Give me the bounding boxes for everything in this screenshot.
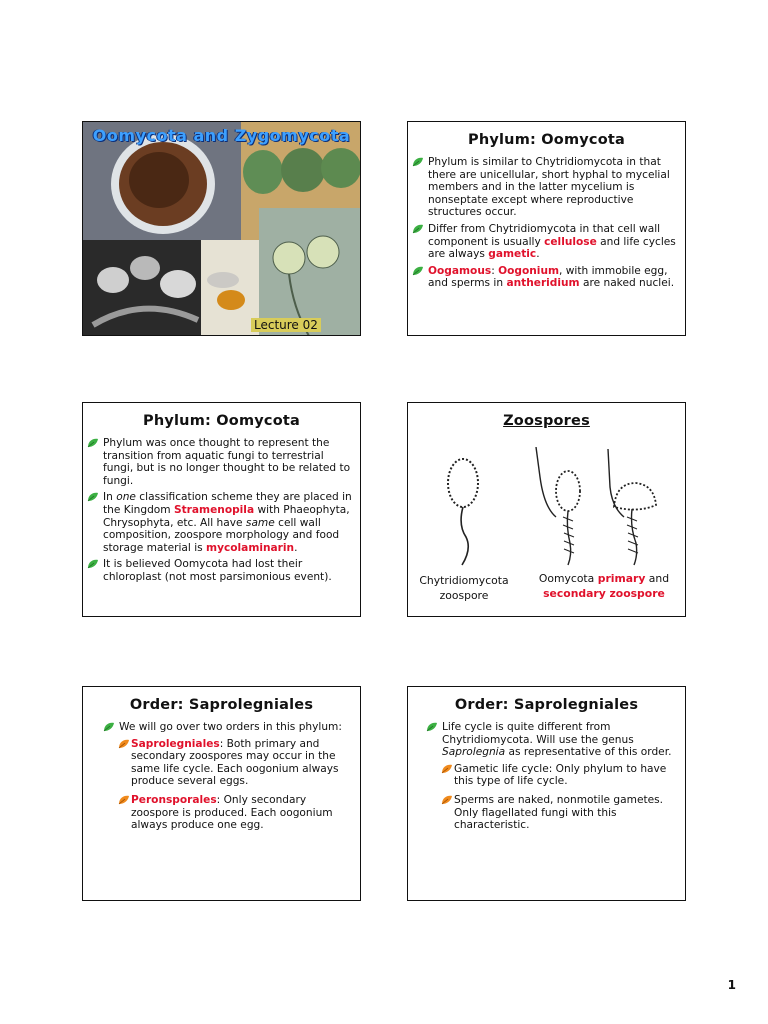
sub-bullet-list <box>119 738 352 832</box>
oomycota-zoospore-drawing <box>526 447 666 567</box>
slide-order-saprolegniales-1 <box>82 686 361 901</box>
spores-micrograph <box>83 240 203 336</box>
leaf-sub-bullet-icon <box>441 764 453 774</box>
slide-title: Phylum: Oomycota <box>468 132 625 148</box>
leaf-bullet-icon <box>412 157 424 167</box>
slide-phylum-oomycota-1 <box>407 121 686 336</box>
bullet-list <box>83 437 360 584</box>
chytrid-caption: Chytridiomycota zoospore <box>419 574 509 602</box>
leaf-bullet-icon <box>412 266 424 276</box>
slide-title-collage <box>82 121 361 336</box>
slide-order-saprolegniales-2 <box>407 686 686 901</box>
leaf-sub-bullet-icon <box>118 739 130 749</box>
leaf-bullet-icon <box>103 722 115 732</box>
leaf-sub-bullet-icon <box>118 795 130 805</box>
sporangia-photo <box>259 208 361 336</box>
sub-bullet-item: Gametic life cycle: Only phylum to have this type of life cycle. <box>454 763 677 788</box>
bullet-item: In one classification scheme they are placed in the Kingdom Stramenopila with Phaeophyta, Chrysophyta, etc. All have same cell wall composition, zoospore morphology and food storage material is mycolaminarin. <box>103 491 352 554</box>
leaf-bullet-icon <box>426 722 438 732</box>
oomycota-caption: Oomycota primary and secondary zoospore <box>538 572 670 600</box>
bullet-list <box>408 721 685 832</box>
bullet-item: Phylum is similar to Chytridiomycota in that there are unicellular, short hyphal to mycelial members and in the latter mycelium is nonseptate except where reproductive structures occur. <box>428 156 677 219</box>
lecture-label: Lecture 02 <box>251 318 321 332</box>
bullet-item: Oogamous: Oogonium, with immobile egg, and sperms in antheridium are naked nuclei. <box>428 265 677 290</box>
slide-title: Oomycota and Zygomycota <box>92 126 351 145</box>
sub-bullet-item: Peronsporales: Only secondary zoospore is produced. Each oogonium always produce one egg. <box>131 794 352 832</box>
chytrid-zoospore-drawing <box>438 455 488 567</box>
bullet-item: Differ from Chytridiomycota in that cell wall component is usually cellulose and life cycles are always gametic. <box>428 223 677 261</box>
sub-bullet-item: Sperms are naked, nonmotile gametes. Only flagellated fungi with this characteristic. <box>454 794 677 832</box>
slide-title: Phylum: Oomycota <box>143 413 300 429</box>
sub-bullet-list <box>442 763 677 832</box>
leaf-bullet-icon <box>87 492 99 502</box>
bullet-item: Life cycle is quite different from Chytridiomycota. Will use the genus Saprolegnia as representative of this order. Gametic life cycle: Only phylum to have this type of life cycle. Sperms are naked, nonmotile gametes. Only flagellated fungi with this characteristic. <box>442 721 677 832</box>
bullet-list <box>408 156 685 290</box>
slide-phylum-oomycota-2 <box>82 402 361 617</box>
slide-zoospores <box>407 402 686 617</box>
slide-title: Order: Saprolegniales <box>454 697 639 713</box>
bullet-list <box>83 721 360 832</box>
bullet-item: Phylum was once thought to represent the transition from aquatic fungi to terrestrial fungi, but is no longer thought to be related to fungi. <box>103 437 352 487</box>
slide-title: Zoospores <box>503 413 590 429</box>
bullet-item: It is believed Oomycota had lost their chloroplast (not most parsimonious event). <box>103 558 352 583</box>
sub-bullet-item: Saprolegniales: Both primary and secondary zoospores may occur in the same life cycle. Each oogonium always produce several eggs. <box>131 738 352 788</box>
leaf-bullet-icon <box>87 438 99 448</box>
leaf-sub-bullet-icon <box>441 795 453 805</box>
page-number: 1 <box>727 978 736 992</box>
slide-title: Order: Saprolegniales <box>129 697 314 713</box>
bullet-item: We will go over two orders in this phylum: Saprolegniales: Both primary and secondary zoospores may occur in the same life cycle. Each oogonium always produce several eggs. Peronsporales: Only secondary zoospore is produced. Each oogonium always produce one egg. <box>119 721 352 832</box>
leaf-bullet-icon <box>87 559 99 569</box>
leaf-bullet-icon <box>412 224 424 234</box>
